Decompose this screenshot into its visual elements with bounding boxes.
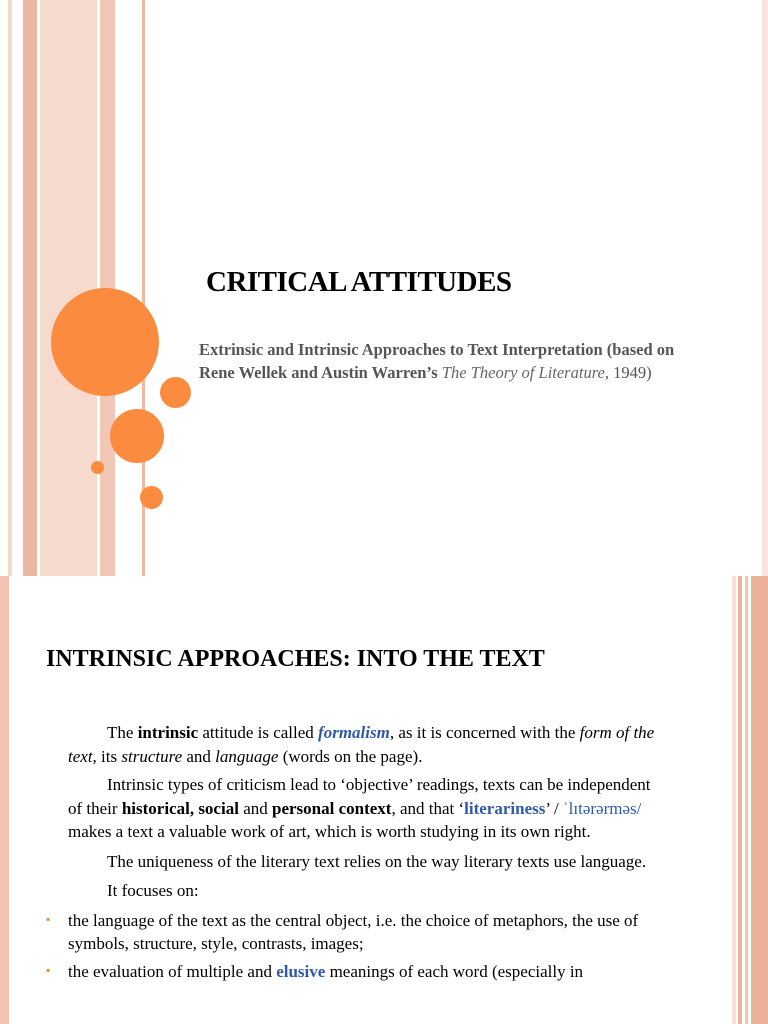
text: ’ /	[545, 798, 563, 818]
slide-title: INTRINSIC APPROACHES: INTO THE TEXT	[46, 646, 545, 672]
text: makes a text a valuable work of art, which is worth studying in its own right.	[68, 822, 591, 841]
subtitle-line2-end: , 1949)	[604, 362, 652, 382]
right-stripe	[762, 0, 768, 576]
text: personal context	[271, 798, 392, 818]
list-item: ▪ the language of the text as the central object, i.e. the choice of metaphors, the use of symbols, structure, style, contrasts, images;	[68, 909, 668, 956]
decorative-circle-5	[140, 486, 163, 509]
text: meanings of each word (especially in	[325, 961, 584, 981]
left-stripe-a	[8, 0, 12, 576]
content-slide	[0, 576, 768, 1024]
term-literariness: literariness	[464, 798, 546, 818]
right-stripe-d	[751, 576, 768, 1024]
focus-list	[68, 909, 668, 984]
decorative-circle-2	[160, 377, 191, 408]
text: structure	[121, 746, 183, 766]
text: intrinsic	[137, 723, 199, 742]
left-stripe-b	[23, 0, 37, 576]
text: , as it is concerned with the	[389, 723, 580, 742]
text: , and that ‘	[391, 798, 465, 818]
text: form of the text	[68, 723, 655, 766]
text: Intrinsic types of criticism lead to ‘objective’ readings, texts can be independent of their	[68, 775, 651, 818]
text: The	[107, 723, 138, 742]
text: attitude is called	[198, 723, 319, 742]
right-stripe-c	[745, 576, 748, 1024]
paragraph-3: The uniqueness of the literary text relies on the way literary texts use language.	[107, 851, 647, 871]
book-title: The Theory of Literature	[441, 362, 605, 382]
subtitle-line2-start: (based on Rene Wellek and Austin Warren’s	[199, 340, 675, 382]
decorative-circle-4	[91, 461, 104, 474]
phonetic-transcription: ˈlɪtərərməs/	[562, 798, 642, 818]
term-formalism: formalism	[318, 723, 390, 742]
text: (words on the page).	[278, 746, 423, 766]
right-stripe-b	[738, 576, 742, 1024]
text: language	[215, 746, 279, 766]
slide-subtitle	[199, 339, 699, 384]
text: the evaluation of multiple and	[68, 961, 277, 981]
text: , its	[92, 746, 122, 766]
left-edge-stripe	[0, 576, 9, 1024]
paragraph-1	[68, 721, 668, 768]
large-decorative-circle	[51, 288, 159, 396]
slide-title: CRITICAL ATTITUDES	[206, 266, 512, 298]
text: and	[182, 746, 216, 766]
term-elusive: elusive	[276, 961, 326, 981]
paragraph-2	[68, 773, 668, 844]
decorative-circle-3	[110, 409, 164, 463]
subtitle-line1: Extrinsic and Intrinsic Approaches to Text Interpretation	[199, 340, 603, 359]
text: and	[238, 798, 272, 818]
list-item	[68, 960, 668, 984]
paragraph-4: It focuses on:	[107, 881, 199, 900]
text: historical, social	[121, 798, 239, 818]
left-stripe-c	[40, 0, 97, 576]
slide-body	[68, 721, 668, 987]
right-stripe-a	[732, 576, 736, 1024]
